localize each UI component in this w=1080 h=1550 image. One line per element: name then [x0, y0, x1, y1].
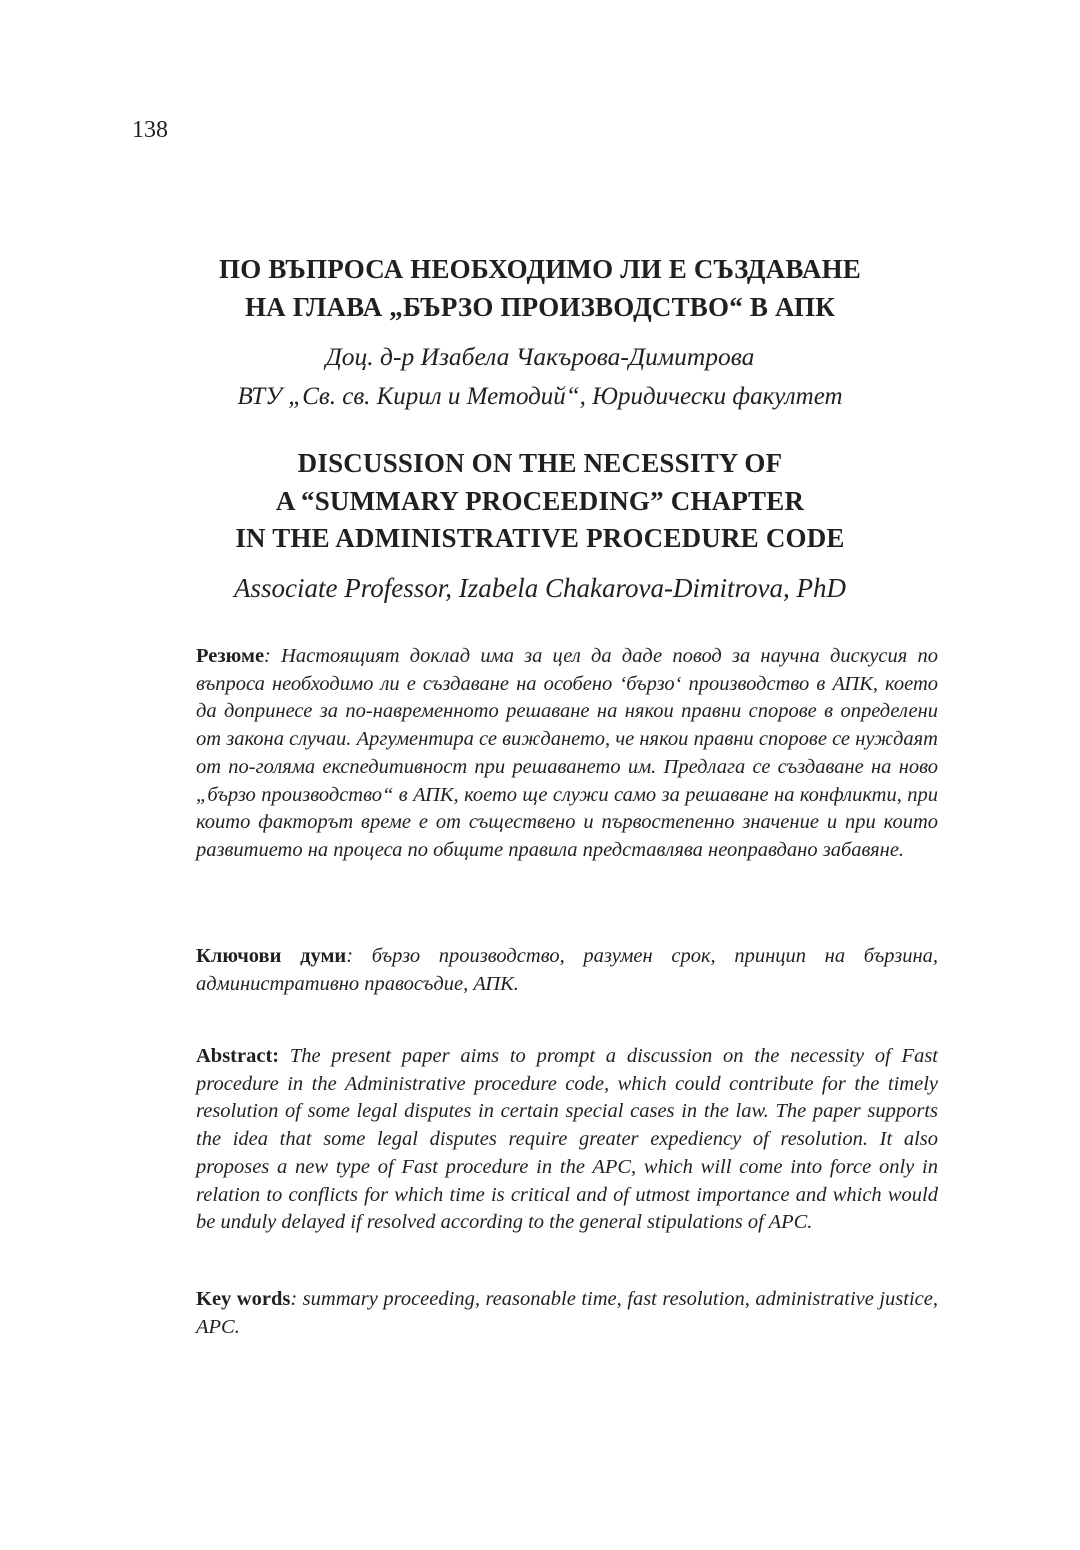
keywords-bulgarian-paragraph: [196, 943, 938, 998]
resume-paragraph: [196, 643, 938, 865]
keywords-english-label: Key words: [196, 1288, 291, 1310]
abstract-label: Abstract:: [196, 1045, 280, 1067]
title-english-line-1: DISCUSSION ON THE NECESSITY OF: [297, 448, 783, 478]
keywords-bulgarian-text: : бързо производство, разумен срок, принцип на бързина, административно правосъдие, АПК.: [196, 945, 938, 995]
page-number: 138: [132, 117, 168, 143]
keywords-english-text: : summary proceeding, reasonable time, fast resolution, administrative justice, APC.: [196, 1288, 938, 1338]
title-english-line-3: IN THE ADMINISTRATIVE PROCEDURE CODE: [235, 523, 845, 553]
keywords-bulgarian-label: Ключови думи: [196, 945, 347, 967]
author-english: Associate Professor, Izabela Chakarova-Dimitrova, PhD: [234, 573, 846, 603]
abstract-paragraph: [196, 1043, 938, 1237]
resume-text: : Настоящият доклад има за цел да даде повод за научна дискусия по въпроса необходимо ли е създаване на особено ‘бързо‘ производство в АПК, което да допринесе за по-навременното решаване на някои правни спорове в определени от закона случаи. Аргументира се виждането, че някои правни спорове се нуждаят от по-голяма експедитивност при решаването им. Предлага се създаване на ново „бързо производство“ в АПК, което ще служи само за решаване на конфликти, при които факторът време е от съществено и първостепенно значение и при които развитието на процеса по общите правила представлява неоправдано забавяне.: [196, 645, 938, 861]
affiliation-bulgarian: ВТУ „Св. св. Кирил и Методий“, Юридически факултет: [237, 383, 843, 410]
resume-label: Резюме: [196, 645, 265, 667]
title-bulgarian-line-1: ПО ВЪПРОСА НЕОБХОДИМО ЛИ Е СЪЗДАВАНЕ: [219, 254, 861, 284]
author-bulgarian: Доц. д-р Изабела Чакърова-Димитрова: [325, 342, 755, 371]
abstract-text: The present paper aims to prompt a discussion on the necessity of Fast procedure in the Administrative procedure code, which could contribute for the timely resolution of some legal disputes in certain special cases in the law. The paper supports the idea that some legal disputes require greater expediency of resolution. It also proposes a new type of Fast procedure in the APC, which will come into force only in relation to conflicts for which time is critical and of utmost importance and which would be unduly delayed if resolved according to the general stipulations of APC.: [196, 1045, 938, 1234]
title-bulgarian-line-2: НА ГЛАВА „БЪРЗО ПРОИЗВОДСТВО“ В АПК: [244, 292, 836, 322]
title-bulgarian: [0, 250, 1080, 326]
title-english: [0, 445, 1080, 558]
title-english-line-2: A “SUMMARY PROCEEDING” CHAPTER: [275, 485, 805, 516]
keywords-english-paragraph: [196, 1286, 938, 1341]
